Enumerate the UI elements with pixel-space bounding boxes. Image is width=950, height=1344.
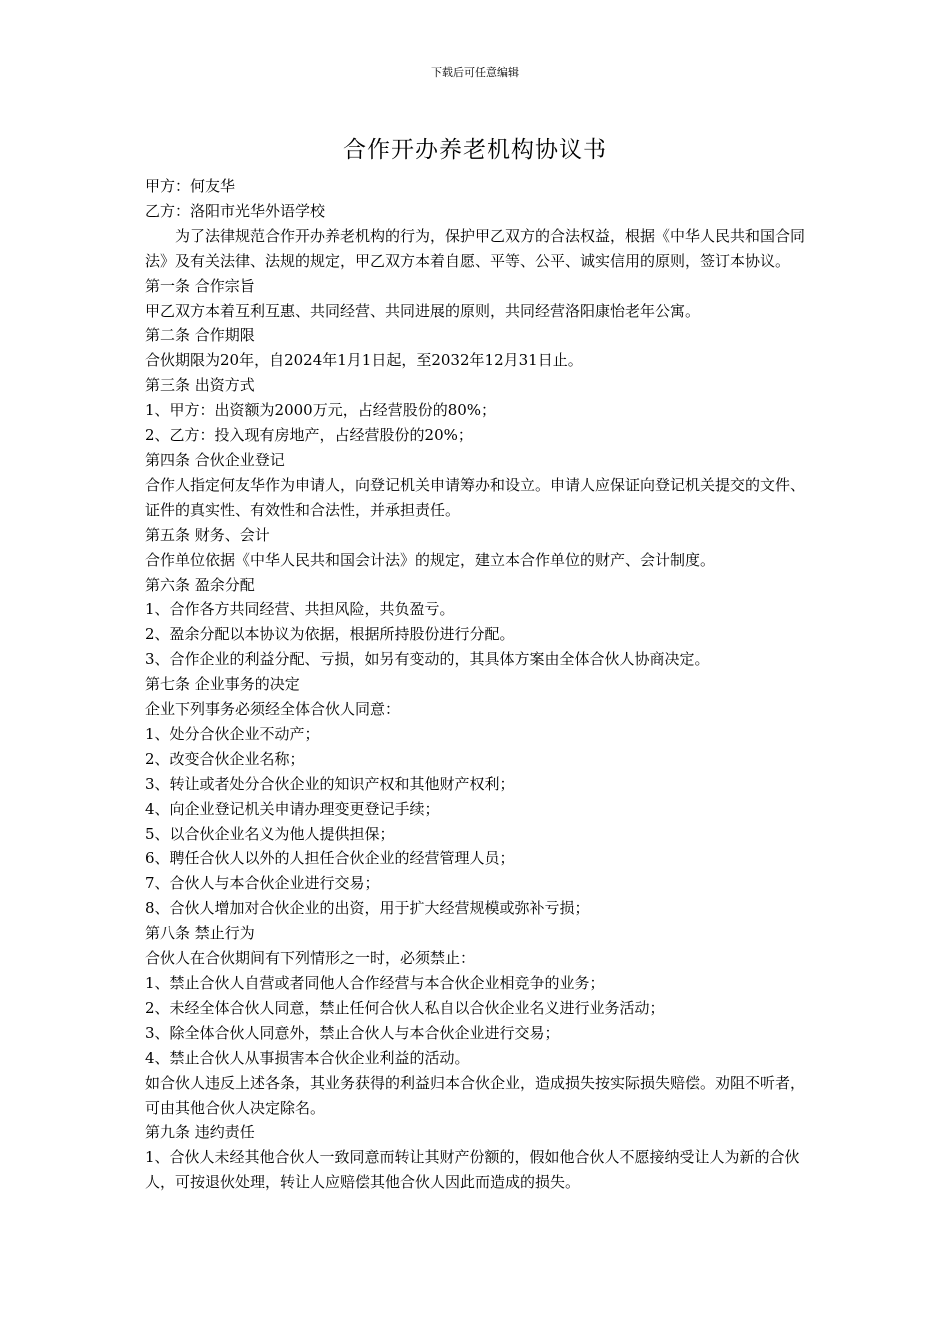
article-heading: 第五条 财务、会计 [145, 525, 270, 544]
list-item: 1、甲方：出资额为2000万元，占经营股份的80%； [145, 401, 497, 420]
list-item: 1、处分合伙企业不动产； [145, 724, 320, 743]
list-item: 7、合伙人与本合伙企业进行交易； [145, 874, 380, 893]
list-item: 3、除全体合伙人同意外，禁止合伙人与本合伙企业进行交易； [145, 1023, 560, 1042]
paragraph: 合伙期限为20年，自2024年1月1日起，至2032年12月31日止。 [145, 351, 583, 370]
paragraph: 合伙人在合伙期间有下列情形之一时，必须禁止： [145, 949, 476, 968]
list-item: 3、合作企业的利益分配、亏损，如另有变动的，其具体方案由全体合伙人协商决定。 [145, 650, 710, 669]
paragraph: 合作人指定何友华作为申请人，向登记机关申请筹办和设立。申请人应保证向登记机关提交的文件、证件的真实性、有效性和合法性，并承担责任。 [145, 475, 806, 519]
paragraph: 甲乙双方本着互利互惠、共同经营、共同进展的原则，共同经营洛阳康怡老年公寓。 [145, 301, 701, 320]
list-item: 2、未经全体合伙人同意，禁止任何合伙人私自以合伙企业名义进行业务活动； [145, 998, 665, 1017]
article-heading: 第二条 合作期限 [145, 326, 255, 345]
list-item: 3、转让或者处分合伙企业的知识产权和其他财产权利； [145, 774, 515, 793]
list-item: 1、合作各方共同经营、共担风险，共负盈亏。 [145, 600, 455, 619]
article-heading: 第六条 盈余分配 [145, 575, 255, 594]
article-heading: 第七条 企业事务的决定 [145, 675, 300, 694]
list-item: 2、乙方：投入现有房地产，占经营股份的20%； [145, 426, 473, 445]
party-b: 乙方：洛阳市光华外语学校 [145, 201, 326, 220]
preamble-paragraph: 为了法律规范合作开办养老机构的行为，保护甲乙双方的合法权益，根据《中华人民共和国合同法》及有关法律、法规的规定，甲乙双方本着自愿、平等、公平、诚实信用的原则，签订本协议。 [145, 226, 806, 270]
article-heading: 第四条 合伙企业登记 [145, 450, 285, 469]
list-item: 8、合伙人增加对合伙企业的出资，用于扩大经营规模或弥补亏损； [145, 899, 590, 918]
list-item: 5、以合伙企业名义为他人提供担保； [145, 824, 395, 843]
article-heading: 第八条 禁止行为 [145, 924, 255, 943]
article-heading: 第三条 出资方式 [145, 376, 255, 395]
list-item: 4、禁止合伙人从事损害本合伙企业利益的活动。 [145, 1048, 470, 1067]
list-item: 1、合伙人未经其他合伙人一致同意而转让其财产份额的，假如他合伙人不愿接纳受让人为新的合伙人，可按退伙处理，转让人应赔偿其他合伙人因此而造成的损失。 [145, 1148, 800, 1192]
paragraph: 企业下列事务必须经全体合伙人同意： [145, 700, 401, 719]
paragraph: 合作单位依据《中华人民共和国会计法》的规定，建立本合作单位的财产、会计制度。 [145, 550, 716, 569]
article-heading: 第九条 违约责任 [145, 1123, 255, 1142]
document-title: 合作开办养老机构协议书 [343, 137, 607, 163]
list-item: 4、向企业登记机关申请办理变更登记手续； [145, 799, 440, 818]
list-item: 6、聘任合伙人以外的人担任合伙企业的经营管理人员； [145, 849, 515, 868]
article-heading: 第一条 合作宗旨 [145, 276, 255, 295]
list-item: 1、禁止合伙人自营或者同他人合作经营与本合伙企业相竞争的业务； [145, 974, 605, 992]
paragraph: 如合伙人违反上述各条，其业务获得的利益归本合伙企业，造成损失按实际损失赔偿。劝阻不听者，可由其他合伙人决定除名。 [145, 1073, 806, 1117]
party-a: 甲方：何友华 [145, 177, 236, 195]
header-note: 下载后可任意编辑 [431, 66, 519, 79]
list-item: 2、改变合伙企业名称； [145, 749, 305, 768]
list-item: 2、盈余分配以本协议为依据，根据所持股份进行分配。 [145, 625, 515, 644]
document-body [145, 174, 809, 1195]
